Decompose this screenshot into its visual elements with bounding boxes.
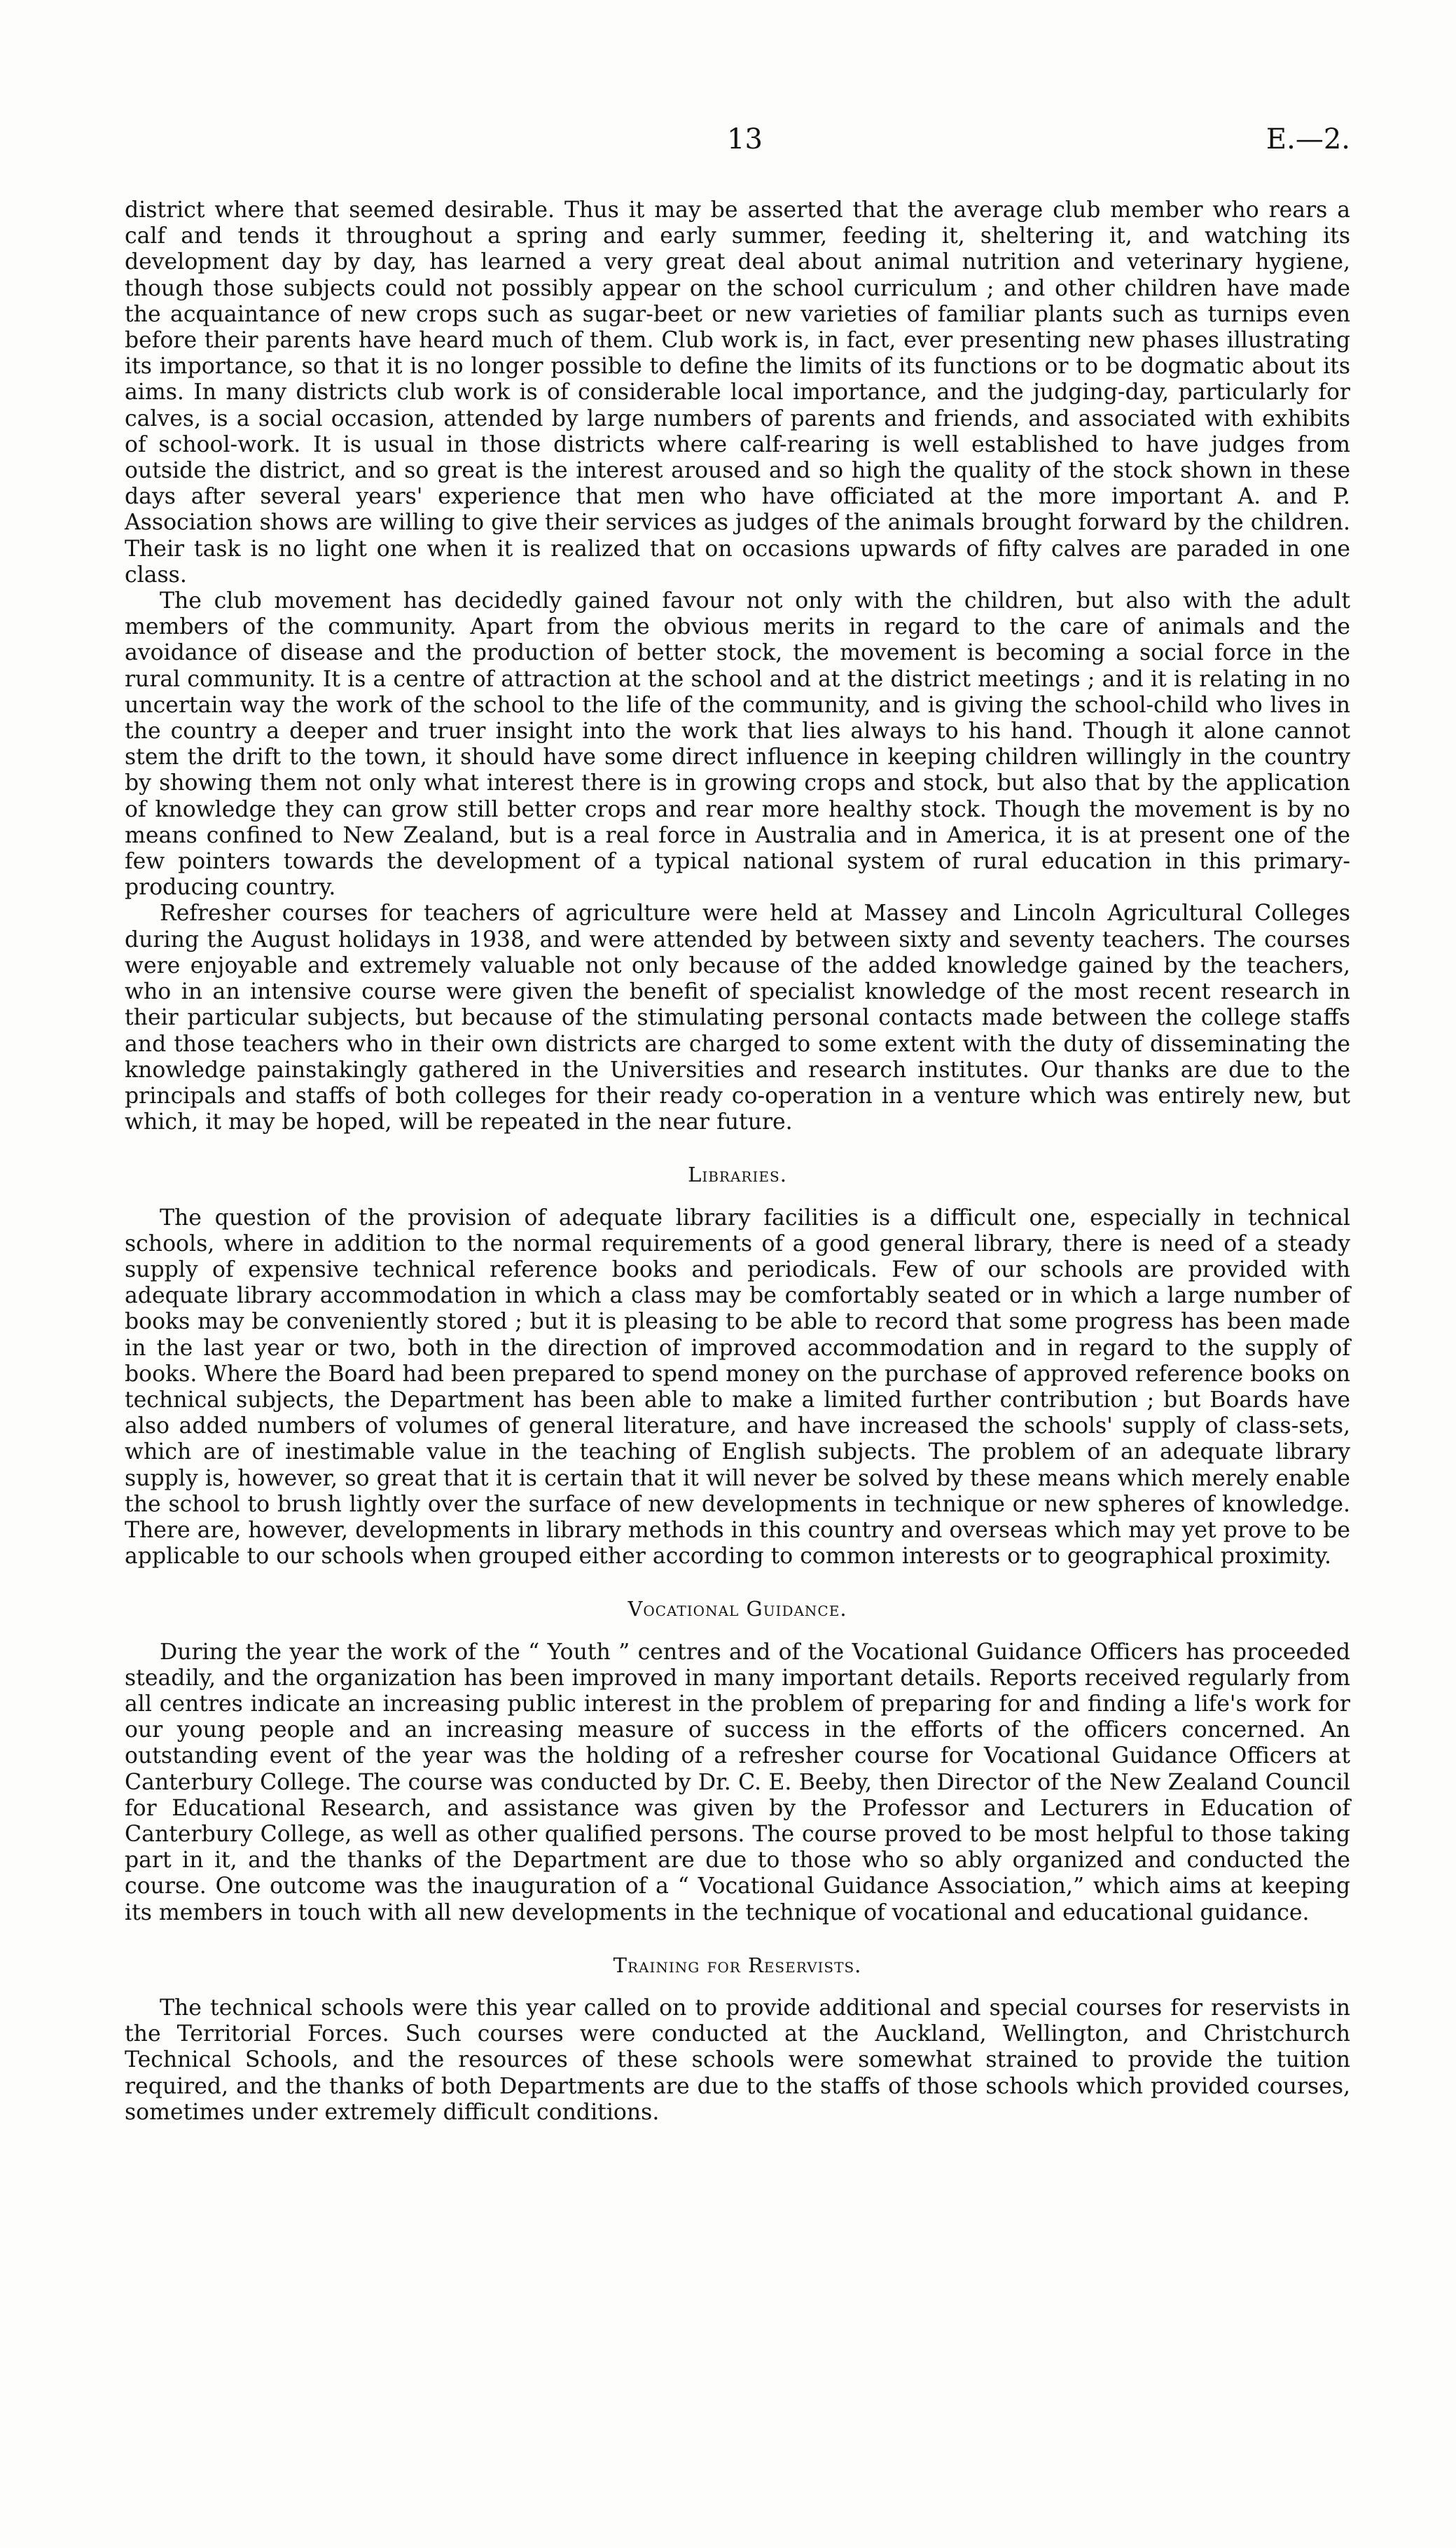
paragraph-club-work: district where that seemed desirable. Thus it may be asserted that the average club member who rears a calf and tends it throughout a spring and early summer, feeding it, sheltering it, and watching its development day by day, has learned a very great deal about animal nutrition and veterinary hygiene, though those subjects could not possibly appear on the school curriculum ; and other children have made the acquaintance of new crops such as sugar-beet or new varieties of familiar plants such as turnips even before their parents have heard much of them. Club work is, in fact, ever presenting new phases illustrating its importance, so that it is no longer possible to define the limits of its functions or to be dogmatic about its aims. In many districts club work is of considerable local importance, and the judging-day, particularly for calves, is a social occasion, attended by large numbers of parents and friends, and associated with exhibits of school-work. It is usual in those districts where calf-rearing is well established to have judges from outside the district, and so great is the interest aroused and so high the quality of the stock shown in these days after several years' experience that men who have officiated at the more important A. and P. Association shows are willing to give their services as judges of the animals brought forward by the children. Their task is no light one when it is realized that on occasions upwards of fifty calves are paraded in one class. bbox=[125, 198, 1350, 588]
paragraph-training-for-reservists: The technical schools were this year called on to provide additional and special courses for reservists in the Territorial Forces. Such courses were conducted at the Auckland, Wellington, and Christchurch Technical Schools, and the resources of these schools were somewhat strained to provide the tuition required, and the thanks of both Departments are due to the staffs of those schools which provided courses, sometimes under extremely difficult conditions. bbox=[125, 1995, 1350, 2125]
heading-libraries: Libraries. bbox=[688, 1163, 787, 1187]
page-number: 13 bbox=[727, 123, 763, 155]
page-header bbox=[125, 123, 1350, 165]
heading-training-for-reservists: Training for Reservists. bbox=[613, 1953, 862, 1977]
document-code: E.—2. bbox=[1266, 123, 1350, 155]
paragraph-vocational-guidance: During the year the work of the “ Youth ” centres and of the Vocational Guidance Officers has proceeded steadily, and the organization has been improved in many important details. Reports received regularly from all centres indicate an increasing public interest in the problem of preparing for and finding a life's work for our young people and an increasing measure of success in the efforts of the officers concerned. An outstanding event of the year was the holding of a refresher course for Vocational Guidance Officers at Canterbury College. The course was conducted by Dr. C. E. Beeby, then Director of the New Zealand Council for Educational Research, and assistance was given by the Professor and Lecturers in Education of Canterbury College, as well as other qualified persons. The course proved to be most helpful to those taking part in it, and the thanks of the Department are due to those who so ably organized and conducted the course. One outcome was the inauguration of a “ Vocational Guidance Association,” which aims at keeping its members in touch with all new developments in the technique of vocational and educational guidance. bbox=[125, 1639, 1350, 1925]
heading-vocational-guidance: Vocational Guidance. bbox=[628, 1597, 847, 1621]
paragraph-club-movement: The club movement has decidedly gained favour not only with the children, but also with the adult members of the community. Apart from the obvious merits in regard to the care of animals and the avoidance of disease and the production of better stock, the movement is becoming a social force in the rural community. It is a centre of attraction at the school and at the district meetings ; and it is relating in no uncertain way the work of the school to the life of the community, and is giving the school-child who lives in the country a deeper and truer insight into the work that lies always to his hand. Though it alone cannot stem the drift to the town, it should have some direct influence in keeping children willingly in the country by showing them not only what interest there is in growing crops and stock, but also that by the application of knowledge they can grow still better crops and rear more healthy stock. Though the movement is by no means confined to New Zealand, but is a real force in Australia and in America, it is at present one of the few pointers towards the development of a typical national system of rural education in this primary-producing country. bbox=[125, 588, 1350, 901]
paragraph-refresher-courses: Refresher courses for teachers of agriculture were held at Massey and Lincoln Agricultural Colleges during the August holidays in 1938, and were attended by between sixty and seventy teachers. The courses were enjoyable and extremely valuable not only because of the added knowledge gained by the teachers, who in an intensive course were given the benefit of specialist knowledge of the most recent research in their particular subjects, but because of the stimulating personal contacts made between the college staffs and those teachers who in their own districts are charged to some extent with the duty of disseminating the knowledge painstakingly gathered in the Universities and research institutes. Our thanks are due to the principals and staffs of both colleges for their ready co-operation in a venture which was entirely new, but which, it may be hoped, will be repeated in the near future. bbox=[125, 901, 1350, 1135]
paragraph-libraries: The question of the provision of adequate library facilities is a difficult one, especially in technical schools, where in addition to the normal requirements of a good general library, there is need of a steady supply of expensive technical reference books and periodicals. Few of our schools are provided with adequate library accommodation in which a class may be comfortably seated or in which a large number of books may be conveniently stored ; but it is pleasing to be able to record that some progress has been made in the last year or two, both in the direction of improved accommodation and in regard to the supply of books. Where the Board had been prepared to spend money on the purchase of approved reference books on technical subjects, the Department has been able to make a limited further contribution ; but Boards have also added numbers of volumes of general literature, and have increased the schools' supply of class-sets, which are of inestimable value in the teaching of English subjects. The problem of an adequate library supply is, however, so great that it is certain that it will never be solved by these means which merely enable the school to brush lightly over the surface of new developments in technique or new spheres of knowledge. There are, however, developments in library methods in this country and overseas which may yet prove to be applicable to our schools when grouped either according to common interests or to geographical proximity. bbox=[125, 1205, 1350, 1570]
body-text bbox=[125, 198, 1350, 2126]
